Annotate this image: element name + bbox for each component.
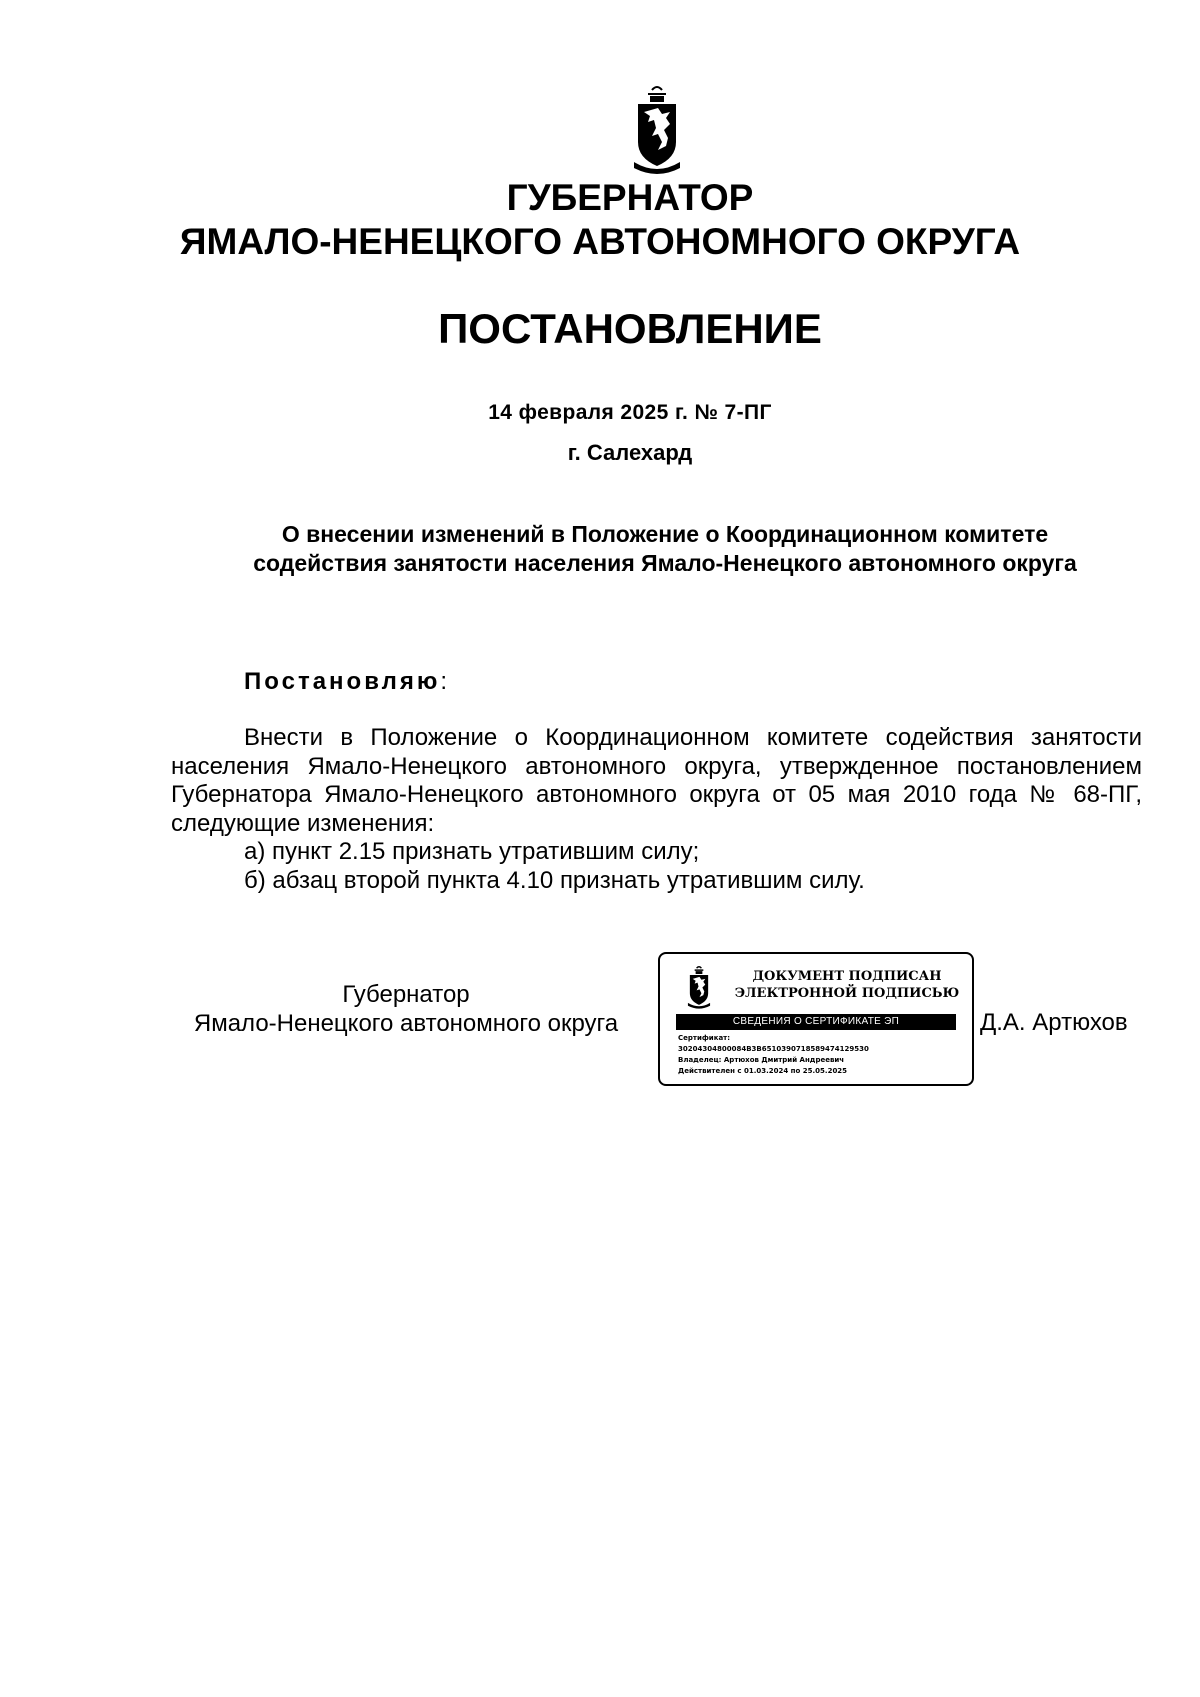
signatory-name: Д.А. Артюхов bbox=[980, 1009, 1128, 1036]
certificate-owner: Владелец: Артюхов Дмитрий Андреевич bbox=[678, 1056, 845, 1064]
list-item: а) пункт 2.15 признать утратившим силу; bbox=[244, 838, 700, 865]
stamp-heading-line: ДОКУМЕНТ ПОДПИСАН bbox=[752, 969, 942, 984]
issuer-heading bbox=[0, 176, 1200, 264]
resolve-punct: : bbox=[440, 668, 448, 695]
document-city: г. Салехард bbox=[567, 440, 693, 465]
resolve-line bbox=[244, 668, 447, 696]
coat-of-arms-icon bbox=[630, 84, 684, 174]
document-date-number: 14 февраля 2025 г. № 7-ПГ bbox=[488, 401, 772, 424]
document-body bbox=[171, 724, 1142, 895]
issuer-region: ЯМАЛО-НЕНЕЦКОГО АВТОНОМНОГО ОКРУГА bbox=[179, 221, 1021, 262]
certificate-info-bar: СВЕДЕНИЯ О СЕРТИФИКАТЕ ЭП bbox=[676, 1014, 956, 1030]
signatory-region: Ямало-Ненецкого автономного округа bbox=[193, 1010, 619, 1037]
stamp-heading bbox=[722, 968, 972, 1002]
certificate-label: Сертификат: bbox=[678, 1034, 731, 1042]
resolve-word: Постановляю bbox=[244, 668, 441, 695]
certificate-number: 30204304800084B3B6510390718589474129530 bbox=[678, 1045, 869, 1053]
body-intro-paragraph: Внести в Положение о Координационном комитете содействия занятости населения Ямало-Ненецкого автономного округа, утвержденное постановлением Губернатора Ямало-Ненецкого автономного округа от 05 мая 2010 года № 68-ПГ, следующие изменения: bbox=[171, 724, 1142, 837]
certificate-validity: Действителен с 01.03.2024 по 25.05.2025 bbox=[678, 1067, 848, 1075]
document-type: ПОСТАНОВЛЕНИЕ bbox=[438, 305, 822, 352]
certificate-details bbox=[678, 1033, 968, 1077]
list-item: б) абзац второй пункта 4.10 признать утратившим силу. bbox=[244, 866, 865, 894]
signatory-position: Губернатор bbox=[342, 981, 470, 1008]
stamp-heading-line: ЭЛЕКТРОННОЙ ПОДПИСЬЮ bbox=[734, 986, 960, 1001]
coat-of-arms-icon bbox=[686, 964, 712, 1010]
issuer-title: ГУБЕРНАТОР bbox=[506, 177, 754, 218]
signatory-title bbox=[171, 980, 641, 1038]
e-signature-stamp bbox=[658, 952, 974, 1086]
document-subject: О внесении изменений в Положение о Координационном комитете содействия занятости населения Ямало-Ненецкого автономного округа bbox=[253, 521, 1077, 576]
